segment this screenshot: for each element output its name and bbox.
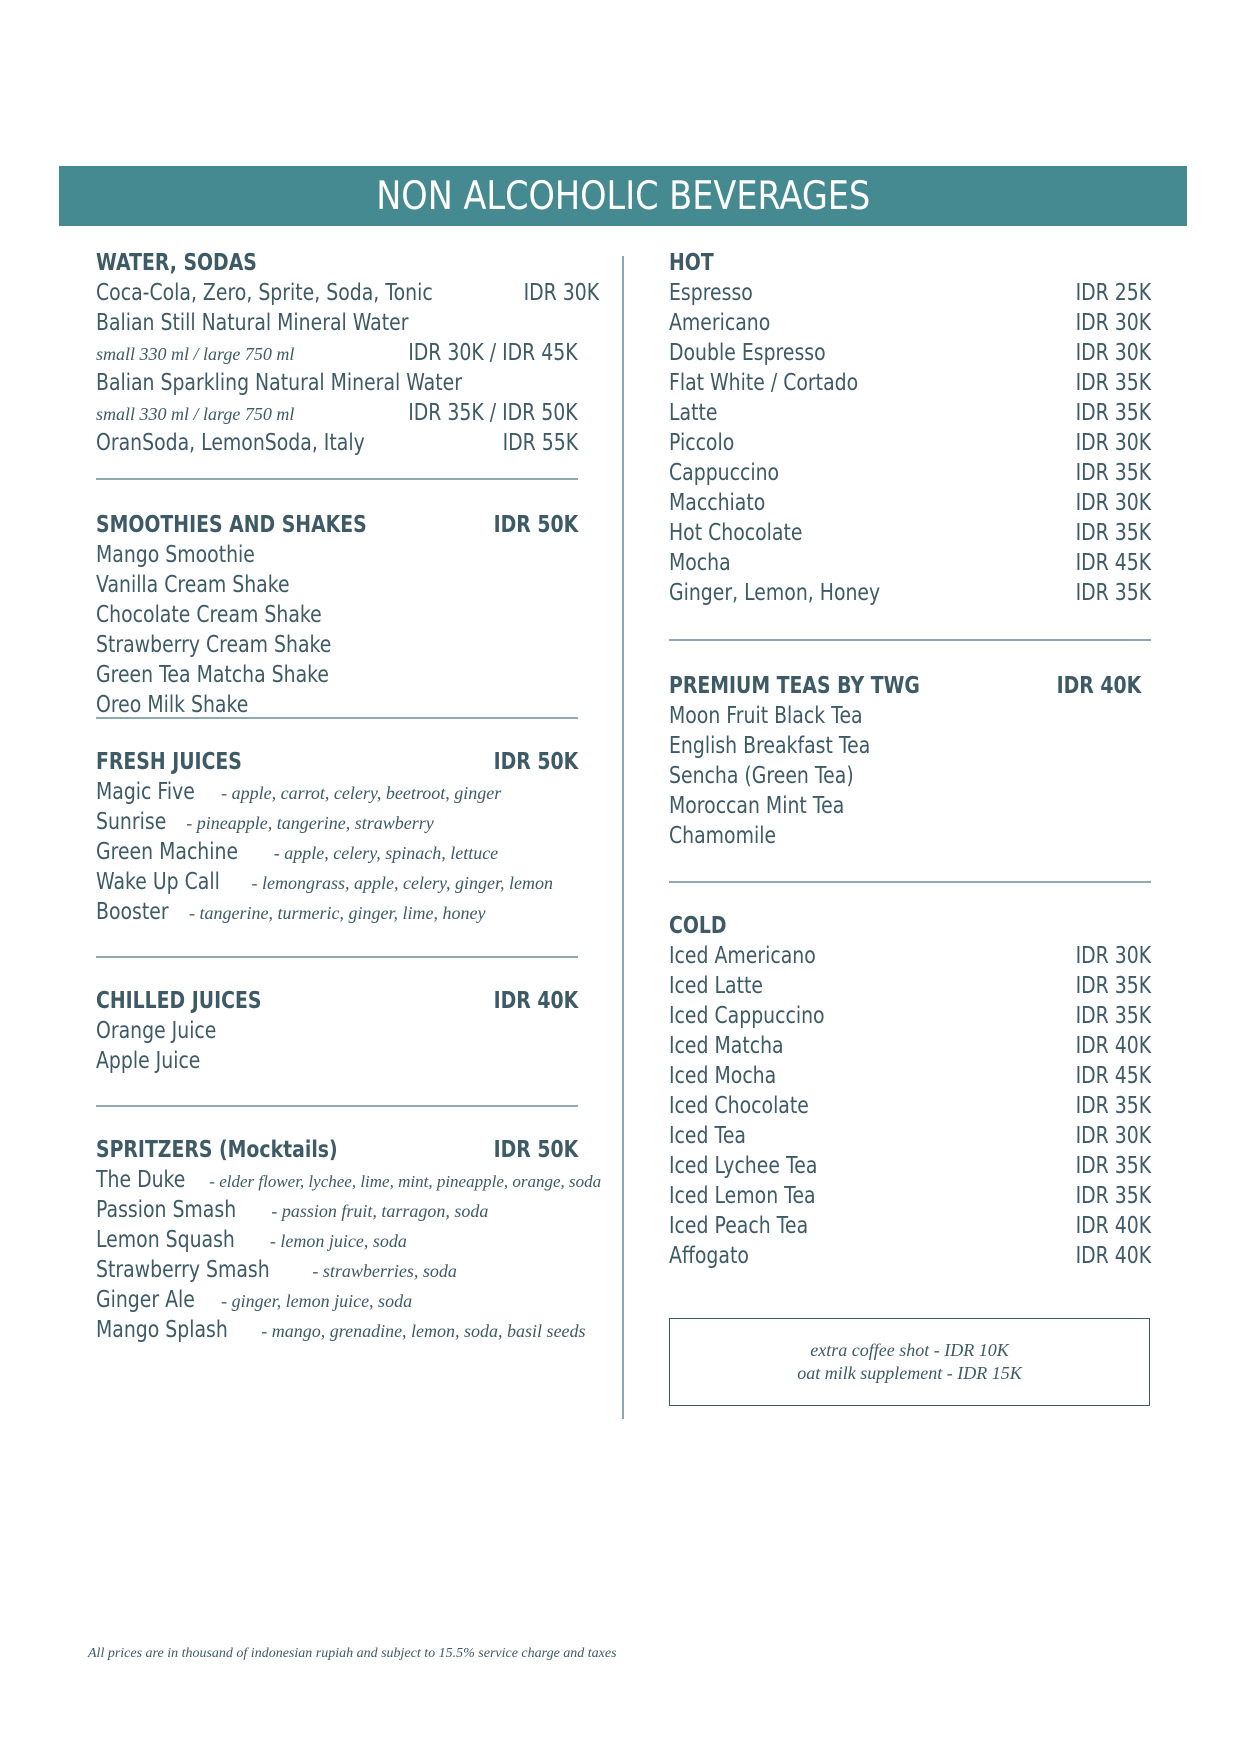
section-cold — [669, 883, 1151, 1273]
section-smoothies — [96, 480, 578, 717]
menu-item: Iced Mocha IDR 45K — [669, 1063, 1151, 1089]
section-title: CHILLED JUICES — [96, 988, 262, 1014]
menu-item: Affogato IDR 40K — [669, 1243, 1151, 1269]
section-title: HOT — [669, 250, 714, 276]
menu-item: Strawberry Cream Shake — [96, 632, 332, 658]
menu-item: Orange Juice — [96, 1018, 217, 1044]
menu-item: Ginger, Lemon, Honey IDR 35K — [669, 580, 1151, 606]
menu-item: Lemon Squash - lemon juice, soda — [96, 1227, 407, 1253]
menu-item: Green Machine - apple, celery, spinach, lettuce — [96, 839, 499, 865]
menu-item: Wake Up Call - lemongrass, apple, celery, ginger, lemon — [96, 869, 553, 895]
menu-item: Ginger Ale - ginger, lemon juice, soda — [96, 1287, 413, 1313]
menu-item: Iced Chocolate IDR 35K — [669, 1093, 1151, 1119]
menu-item: Vanilla Cream Shake — [96, 572, 290, 598]
menu-item: Magic Five - apple, carrot, celery, beetroot, ginger — [96, 779, 502, 805]
left-column — [96, 250, 602, 1347]
menu-item: Iced Cappuccino IDR 35K — [669, 1003, 1151, 1029]
menu-item: Chocolate Cream Shake — [96, 602, 322, 628]
section-title: PREMIUM TEAS BY TWG — [669, 673, 920, 699]
section-price: IDR 50K — [493, 512, 578, 538]
menu-item: Macchiato IDR 30K — [669, 490, 1151, 516]
menu-item: Iced Lemon Tea IDR 35K — [669, 1183, 1151, 1209]
menu-item-sizes: small 330 ml / large 750 ml IDR 35K / IDR 50K — [96, 400, 578, 426]
menu-item: Sencha (Green Tea) — [669, 763, 854, 789]
menu-item: Chamomile — [669, 823, 777, 849]
menu-item: Balian Sparkling Natural Mineral Water — [96, 370, 462, 396]
menu-item: Cappuccino IDR 35K — [669, 460, 1151, 486]
footer-note: All prices are in thousand of indonesian rupiah and subject to 15.5% service charge and taxes — [88, 1646, 617, 1661]
section-price: IDR 40K — [493, 988, 578, 1014]
menu-item: Iced Matcha IDR 40K — [669, 1033, 1151, 1059]
menu-item: Sunrise - pineapple, tangerine, strawberry — [96, 809, 434, 835]
column-divider — [622, 256, 624, 1419]
menu-item: The Duke - elder flower, lychee, lime, mint, pineapple, orange, soda — [96, 1167, 602, 1193]
menu-item: Iced Tea IDR 30K — [669, 1123, 1151, 1149]
section-chilled-juices — [96, 958, 578, 1105]
menu-item: Strawberry Smash - strawberries, soda — [96, 1257, 457, 1283]
menu-item: Green Tea Matcha Shake — [96, 662, 330, 688]
menu-item-sizes: small 330 ml / large 750 ml IDR 30K / IDR 45K — [96, 340, 578, 366]
section-water-sodas — [96, 250, 599, 478]
menu-item: Iced Lychee Tea IDR 35K — [669, 1153, 1151, 1179]
menu-item: Flat White / Cortado IDR 35K — [669, 370, 1151, 396]
extra-coffee-shot: extra coffee shot - IDR 10K — [810, 1340, 1009, 1360]
menu-item: Hot Chocolate IDR 35K — [669, 520, 1151, 546]
section-title: SPRITZERS (Mocktails) — [96, 1137, 338, 1163]
menu-item: Moon Fruit Black Tea — [669, 703, 863, 729]
menu-item: Iced Latte IDR 35K — [669, 973, 1151, 999]
section-title: FRESH JUICES — [96, 749, 242, 775]
menu-item: Iced Peach Tea IDR 40K — [669, 1213, 1151, 1239]
menu-item: Mango Smoothie — [96, 542, 255, 568]
menu-item: Passion Smash - passion fruit, tarragon, soda — [96, 1197, 489, 1223]
section-price: IDR 50K — [493, 1137, 578, 1163]
section-spritzers — [96, 1107, 602, 1347]
menu-item: Double Espresso IDR 30K — [669, 340, 1151, 366]
menu-item: Americano IDR 30K — [669, 310, 1151, 336]
section-hot — [669, 250, 1151, 639]
section-fresh-juices — [96, 719, 578, 956]
section-title: SMOOTHIES AND SHAKES — [96, 512, 367, 538]
menu-item: Balian Still Natural Mineral Water — [96, 310, 409, 336]
menu-item: Iced Americano IDR 30K — [669, 943, 1151, 969]
section-premium-teas — [669, 641, 1151, 881]
menu-item: Mango Splash - mango, grenadine, lemon, soda, basil seeds — [96, 1317, 586, 1343]
oat-milk-supplement: oat milk supplement - IDR 15K — [797, 1363, 1022, 1383]
menu-item: Apple Juice — [96, 1048, 201, 1074]
menu-item: Booster - tangerine, turmeric, ginger, lime, honey — [96, 899, 486, 925]
page-title: NON ALCOHOLIC BEVERAGES — [375, 173, 871, 219]
menu-item: Oreo Milk Shake — [96, 692, 249, 718]
menu-item: English Breakfast Tea — [669, 733, 871, 759]
section-title: COLD — [669, 913, 727, 939]
menu-item: Piccolo IDR 30K — [669, 430, 1151, 456]
menu-item: Espresso IDR 25K — [669, 280, 1151, 306]
title-banner — [59, 166, 1187, 226]
menu-item: Mocha IDR 45K — [669, 550, 1151, 576]
menu-item: Moroccan Mint Tea — [669, 793, 845, 819]
extras-note-box — [669, 1318, 1150, 1406]
right-column — [669, 250, 1151, 1273]
section-title: WATER, SODAS — [96, 250, 257, 276]
menu-item: Latte IDR 35K — [669, 400, 1151, 426]
section-price: IDR 40K — [1056, 673, 1141, 699]
menu-item: Coca-Cola, Zero, Sprite, Soda, Tonic IDR 30K — [96, 280, 599, 306]
section-price: IDR 50K — [493, 749, 578, 775]
menu-item: OranSoda, LemonSoda, Italy IDR 55K — [96, 430, 578, 456]
